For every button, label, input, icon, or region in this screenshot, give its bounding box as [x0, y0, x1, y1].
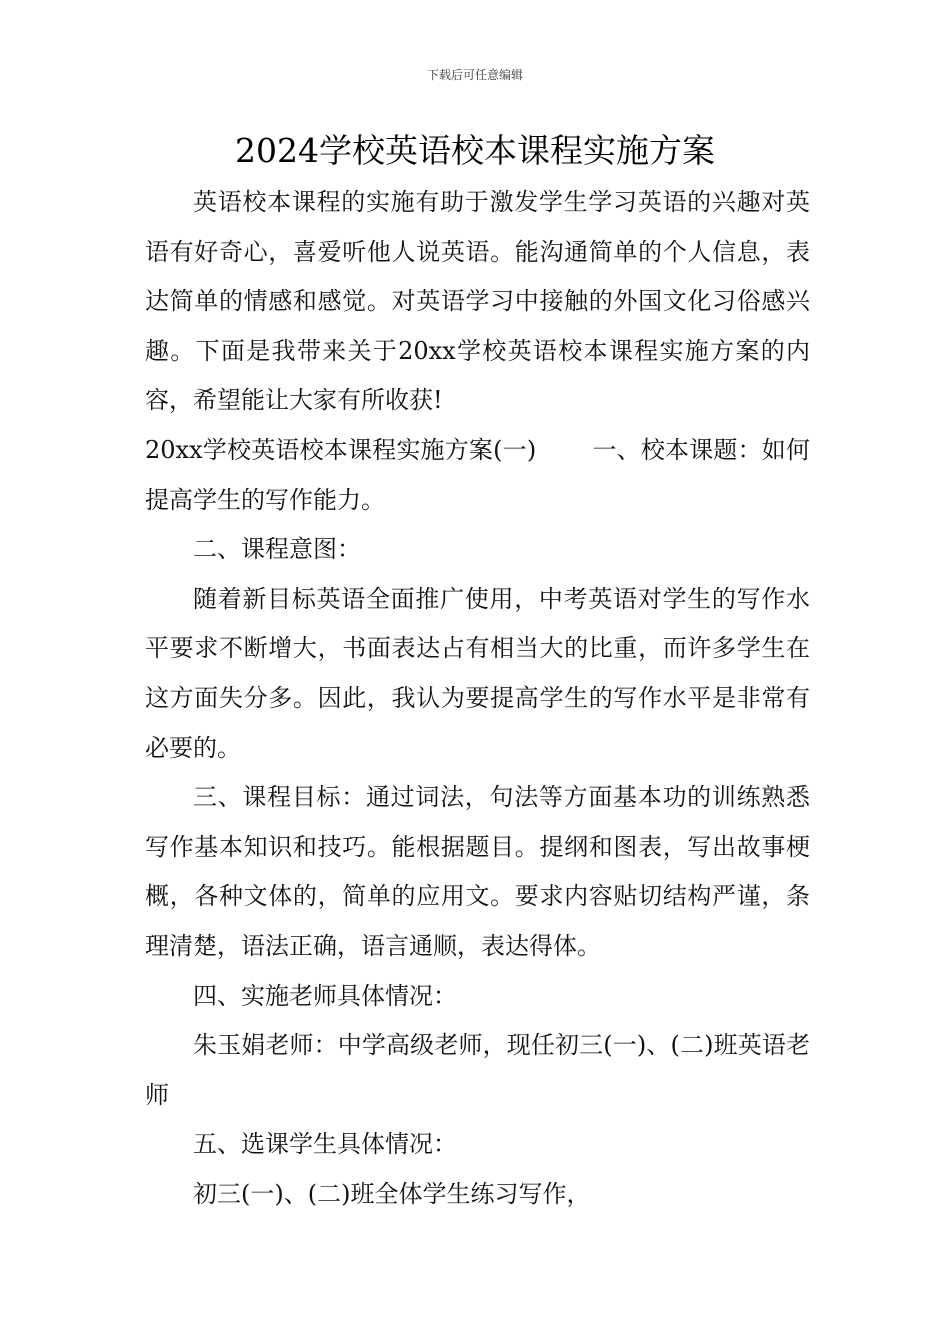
course-intent-heading: 二、课程意图： — [193, 535, 361, 564]
document-body — [145, 178, 810, 1219]
section-heading-line — [145, 426, 810, 525]
course-intent-paragraph: 随着新目标英语全面推广使用，中考英语对学生的写作水平要求不断增大，书面表达占有相当大的比重，而许多学生在这方面失分多。因此，我认为要提高学生的写作水平是非常有必要的。 — [145, 584, 810, 762]
student-info-heading: 五、选课学生具体情况： — [193, 1130, 457, 1159]
teacher-info-heading: 四、实施老师具体情况： — [193, 981, 457, 1010]
header-note: 下载后可任意编辑 — [426, 68, 523, 82]
intro-paragraph: 英语校本课程的实施有助于激发学生学习英语的兴趣对英语有好奇心，喜爱听他人说英语。能沟通简单的个人信息，表达简单的情感和感觉。对英语学习中接触的外国文化习俗感兴趣。下面是我带来关于20xx学校英语校本课程实施方案的内容，希望能让大家有所收获! — [145, 188, 810, 415]
student-info-paragraph: 初三(一)、(二)班全体学生练习写作， — [193, 1179, 591, 1208]
course-goal-paragraph: 三、课程目标：通过词法，句法等方面基本功的训练熟悉写作基本知识和技巧。能根据题目。提纲和图表，写出故事梗概，各种文体的，简单的应用文。要求内容贴切结构严谨，条理清楚，语法正确，语言通顺，表达得体。 — [145, 783, 810, 960]
document-title: 2024学校英语校本课程实施方案 — [235, 131, 715, 170]
teacher-info-paragraph: 朱玉娟老师：中学高级老师，现任初三(一)、(二)班英语老师 — [145, 1031, 810, 1109]
topic-line: 一、校本课题：如何提高学生的写作能力。 — [145, 435, 810, 514]
section-heading: 20xx学校英语校本课程实施方案(一) — [145, 435, 537, 464]
